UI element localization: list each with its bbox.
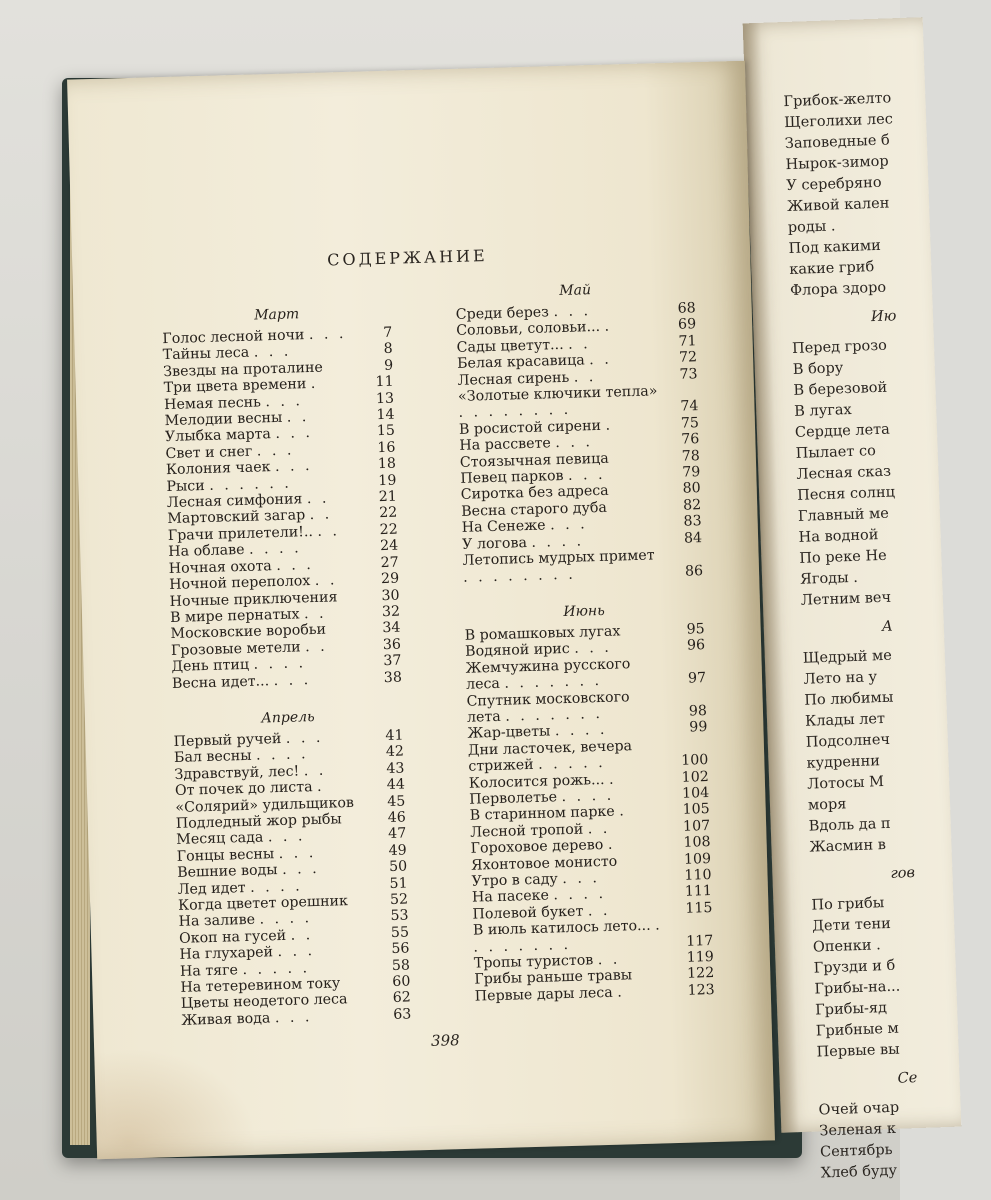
entry-title: На тяге (179, 961, 239, 980)
entry-title: Немая песнь (163, 394, 262, 413)
facing-page-line: По грибы (811, 895, 885, 914)
entry-title: Мартовский загар (167, 507, 306, 528)
entry-leader-dots: . . . (278, 844, 317, 862)
entry-title: Свет и снег (165, 443, 253, 462)
entry-leader-dots: . . (567, 335, 591, 353)
entry-page: 47 (387, 825, 407, 843)
entry-title: Грачи прилетели!.. (167, 523, 314, 544)
facing-page-line: Пылает со (795, 443, 877, 462)
entry-leader-dots: . . (304, 638, 328, 655)
entry-page: 55 (390, 924, 410, 941)
entry-title: Звезды на проталине (163, 359, 324, 380)
entry-page: 72 (678, 349, 698, 366)
entry-page: 22 (379, 505, 398, 522)
entry-page: 68 (677, 300, 696, 317)
entry-leader-dots: . . (290, 926, 314, 944)
facing-page-line: Грузди и б (813, 957, 896, 977)
entry-title: На Сенеже (461, 517, 546, 537)
entry-page: 98 (688, 702, 708, 720)
facing-page-line: Сентябрь (819, 1141, 893, 1161)
entry-leader-dots: . . . (256, 442, 295, 460)
entry-leader-dots: . . . . . . . (504, 673, 603, 692)
entry-page: 14 (376, 406, 395, 424)
facing-page-line: По реке Не (799, 547, 887, 567)
entry-page: 78 (681, 447, 701, 465)
entry-leader-dots: . . (587, 820, 611, 838)
entry-title: Полевой букет (472, 903, 584, 923)
entry-leader-dots: . . (587, 902, 611, 920)
entry-title: В росистой сирени (458, 417, 602, 438)
entry-leader-dots: . . . . . . . . (473, 917, 663, 956)
entry-page: 99 (689, 719, 708, 736)
entry-page: 45 (387, 793, 406, 810)
facing-page-line: Вдоль да п (808, 815, 891, 835)
entry-page: 9 (383, 357, 394, 374)
entry-leader-dots: . . . . (531, 533, 585, 551)
entry-leader-dots: . . (314, 572, 338, 590)
facing-page-line: Лесная сказ (796, 463, 892, 483)
entry-page: 29 (380, 570, 400, 588)
entry-page: 41 (385, 727, 404, 744)
entry-leader-dots: . . . (567, 466, 606, 484)
entry-title: Улыбка марта (164, 426, 272, 446)
facing-page-text (783, 86, 991, 1184)
entry-leader-dots: . . . (273, 671, 312, 689)
entry-page: 122 (686, 965, 715, 983)
entry-page: 60 (392, 973, 411, 990)
entry-title: Когда цветет орешник (177, 893, 349, 914)
entry-page: 80 (682, 480, 701, 498)
entry-leader-dots: . . (573, 368, 597, 386)
entry-leader-dots: . . . (285, 729, 324, 747)
facing-page-line: Нырок-зимор (785, 153, 889, 174)
entry-page: 16 (377, 439, 396, 456)
entry-title: «Золотые ключики тепла» (457, 383, 658, 405)
entry-title: Водяной ирис (464, 641, 570, 661)
facing-section-heading: А (881, 618, 894, 635)
entry-leader-dots: . (607, 836, 616, 854)
facing-page (743, 17, 962, 1182)
contents-column-right (455, 272, 715, 1005)
entry-page: 123 (687, 981, 715, 999)
entry-page: 84 (683, 529, 703, 547)
entry-page: 34 (382, 619, 401, 637)
entry-title: Тропы туристов (473, 952, 594, 972)
section-heading: Май (559, 282, 592, 300)
entry-leader-dots: . . (286, 409, 310, 426)
facing-page-line: Главный ме (797, 505, 890, 525)
facing-page-line: кудренни (806, 753, 881, 772)
entry-title: Мелодии весны (164, 409, 283, 430)
entry-title: От почек до листа (174, 779, 313, 800)
facing-page-line: На водной (798, 527, 879, 546)
facing-page-line: Жасмин в (809, 836, 887, 856)
entry-title: Сады цветут... (456, 336, 564, 356)
entry-page: 38 (383, 669, 403, 686)
entry-page: 109 (683, 850, 712, 868)
entry-leader-dots: . . . (276, 556, 315, 574)
entry-title: Тайны леса (162, 345, 250, 364)
entry-page: 50 (388, 858, 408, 876)
entry-leader-dots: . . . (275, 425, 314, 443)
entry-leader-dots: . . (306, 490, 330, 508)
entry-page: 74 (680, 398, 699, 416)
entry-leader-dots: . . . . (249, 878, 303, 896)
facing-page-line: Опенки . (812, 937, 881, 956)
entry-page: 56 (391, 940, 410, 958)
entry-title: Лесной тропой (470, 821, 584, 841)
entry-title: Весна старого дуба (461, 499, 608, 520)
facing-section-heading: гов (890, 864, 916, 882)
entry-leader-dots: . . . . . (537, 755, 606, 773)
entry-title: Рыси (166, 477, 205, 495)
entry-page: 11 (375, 373, 394, 391)
entry-leader-dots: . . . . . . . . (458, 402, 572, 422)
entry-title: Подледный жор рыбы (175, 811, 342, 832)
entry-title: У логова (461, 534, 528, 553)
entry-leader-dots: . (619, 803, 627, 820)
entry-page: 19 (378, 472, 397, 489)
entry-leader-dots: . . (317, 523, 341, 540)
facing-page-line: Щедрый ме (802, 647, 893, 667)
entry-title: В июль катилось лето... (472, 917, 651, 939)
entry-title: Первый ручей (173, 730, 282, 750)
facing-page-line: Перед грозо (791, 337, 888, 357)
entry-title: Здравствуй, лес! (174, 763, 300, 783)
entry-page: 62 (392, 989, 412, 1007)
entry-page: 86 (684, 562, 704, 580)
facing-page-line: Живой кален (786, 195, 890, 216)
entry-leader-dots: . . . (308, 325, 347, 344)
contents-entry (462, 546, 703, 586)
entry-page: 100 (680, 752, 709, 769)
facing-page-line: Под какими (788, 237, 882, 258)
facing-page-line: Грибок-желто (783, 90, 892, 111)
entry-page: 107 (682, 817, 711, 835)
entry-title: Бал весны (173, 748, 252, 767)
entry-leader-dots: . . . . . . . . (462, 566, 576, 586)
entry-leader-dots: . . . (549, 516, 588, 534)
entry-title: Ночные приключения (169, 588, 338, 610)
entry-leader-dots: . . (588, 351, 612, 369)
entry-page: 97 (687, 670, 707, 687)
facing-page-line: Очей очар (818, 1099, 900, 1119)
entry-title: На глухарей (179, 944, 274, 964)
section-heading: Июнь (563, 602, 606, 620)
entry-page: 63 (393, 1006, 412, 1023)
facing-page-line: Зеленая к (819, 1120, 897, 1140)
entry-title: Перволетье (469, 789, 558, 808)
entry-page: 27 (380, 554, 399, 571)
entry-leader-dots: . . . . . . . (505, 705, 604, 725)
entry-title: Московские воробьи (170, 621, 327, 643)
entry-page: 13 (375, 390, 395, 407)
entry-title: Ночной переполох (168, 573, 311, 594)
entry-leader-dots: . . (597, 951, 621, 969)
entry-title: В мире пернатых (169, 606, 300, 626)
entry-title: Цветы неодетого леса (180, 991, 348, 1013)
entry-leader-dots: . (604, 318, 613, 336)
facing-page-line: Щеголихи лес (783, 111, 894, 132)
entry-leader-dots: . . . (253, 343, 292, 361)
facing-page-line: Заповедные б (784, 132, 891, 153)
entry-page: 105 (682, 801, 710, 819)
entry-title: Вешние воды (177, 862, 278, 882)
facing-section-heading: Се (897, 1070, 918, 1087)
facing-page-line: Сердце лета (794, 421, 891, 441)
entry-page: 95 (686, 620, 705, 638)
facing-page-line: какие гриб (789, 259, 875, 278)
facing-page-line: Дети тени (811, 915, 892, 935)
entry-title: Жемчужина русского леса (465, 655, 631, 693)
entry-title: На тетеревином току (180, 975, 341, 996)
entry-title: Летопись мудрых примет (462, 547, 655, 569)
entry-title: Лесная симфония (166, 491, 303, 512)
facing-page-line: роды . (787, 218, 836, 237)
entry-title: Среди берез (455, 304, 550, 323)
entry-page: 83 (683, 513, 702, 530)
entry-leader-dots: . . . (281, 861, 320, 879)
entry-title: В ромашковых лугах (464, 623, 621, 644)
page-stain (94, 1045, 257, 1159)
entry-title: Голос лесной ночи (162, 327, 305, 348)
entry-leader-dots: . . . . (553, 886, 607, 904)
entry-leader-dots: . . . (553, 303, 592, 321)
entry-page: 73 (679, 365, 698, 383)
entry-leader-dots: . (316, 778, 325, 796)
entry-title: Первые дары леса (474, 984, 613, 1005)
facing-page-line: Флора здоро (789, 279, 887, 299)
entry-page: 44 (386, 776, 406, 794)
entry-title: Гонцы весны (176, 845, 275, 865)
entry-title: На пасеке (471, 887, 550, 907)
entry-title: Дни ласточек, вечера стрижей (467, 737, 633, 775)
entry-leader-dots: . . . . . (242, 959, 311, 978)
entry-leader-dots: . . . . (255, 746, 309, 765)
entry-page: 58 (391, 957, 411, 974)
entry-title: Яхонтовое монисто (470, 853, 618, 874)
entry-leader-dots: . . (309, 506, 333, 524)
entry-title: На рассвете (459, 435, 552, 455)
entry-title: На облаве (168, 542, 245, 561)
entry-leader-dots: . . . (265, 392, 304, 410)
facing-page-line: Ягоды . (799, 569, 859, 588)
section-heading: Март (254, 306, 300, 324)
entry-page: 8 (383, 341, 393, 358)
facing-page-line: Клады лет (804, 710, 886, 730)
entry-leader-dots: . . . (274, 1009, 313, 1027)
entry-page: 76 (681, 431, 700, 448)
entry-page: 42 (385, 743, 405, 761)
entry-leader-dots: . (616, 984, 625, 1001)
facing-page-line: В березовой (793, 379, 888, 399)
entry-leader-dots: . . . (562, 870, 601, 888)
entry-page: 15 (376, 423, 396, 440)
entry-leader-dots: . . . . (259, 910, 313, 929)
entry-page: 110 (684, 866, 712, 884)
entry-page: 53 (390, 907, 409, 925)
facing-page-line: Лотосы М (807, 774, 885, 793)
section-heading: Апрель (261, 708, 315, 727)
entry-title: Сиротка без адреса (460, 483, 609, 504)
entry-leader-dots: . . . (267, 828, 306, 846)
entry-leader-dots: . . . (574, 640, 612, 658)
entry-page: 43 (386, 760, 405, 777)
entry-leader-dots: . . . . (561, 787, 615, 806)
entry-title: Окоп на гусей (178, 927, 287, 947)
entry-title: Грозовые метели (170, 639, 301, 659)
facing-page-line: В бору (792, 360, 844, 378)
entry-title: Соловьи, соловьи... (456, 319, 601, 340)
entry-title: Лесная сирень (457, 369, 570, 389)
entry-page: 7 (382, 324, 393, 341)
entry-page: 75 (680, 415, 700, 432)
facing-page-line: Грибы-на... (814, 978, 901, 998)
facing-page-line: Песня солнц (796, 484, 896, 504)
entry-title: Белая красавица (456, 352, 585, 373)
facing-page-line: У серебряно (786, 174, 882, 195)
entry-title: Грибы раньше травы (474, 967, 633, 989)
entry-page: 119 (686, 948, 715, 966)
entry-title: Весна идет... (171, 672, 270, 692)
entry-title: Три цвета времени (163, 376, 307, 397)
entry-title: Лед идет (177, 879, 246, 898)
entry-page: 49 (388, 842, 407, 859)
entry-page: 115 (685, 899, 713, 917)
facing-page-line: Подсолнеч (805, 731, 891, 751)
facing-page-line: В лугах (793, 401, 852, 420)
facing-page-line: Грибные м (815, 1020, 900, 1040)
entry-leader-dots: . . . (277, 943, 316, 961)
entry-leader-dots: . . . . (253, 655, 307, 673)
entry-page: 111 (684, 883, 713, 901)
entry-page: 37 (383, 652, 402, 670)
entry-page: 104 (681, 784, 710, 802)
entry-page: 102 (681, 768, 709, 786)
entry-title: День птиц (171, 656, 250, 676)
entry-page: 51 (389, 875, 408, 892)
facing-section-heading: Ию (870, 308, 897, 326)
entry-page: 71 (678, 333, 697, 350)
entry-page: 52 (389, 891, 409, 908)
contents-page (67, 61, 775, 1160)
entry-page: 32 (381, 603, 401, 620)
entry-title: Спутник московского лета (466, 688, 630, 726)
facing-page-line: Летним веч (800, 589, 892, 609)
page-number: 398 (430, 1031, 460, 1050)
entry-title: Колония чаек (165, 459, 271, 479)
entry-page: 69 (677, 316, 697, 334)
entry-title: Стоязычная певица (459, 450, 609, 471)
entry-leader-dots: . . . (555, 434, 594, 452)
entry-leader-dots: . (608, 771, 617, 788)
entry-title: Колосится рожь... (468, 771, 605, 792)
entry-leader-dots: . . (303, 762, 327, 780)
contents-title: СОДЕРЖАНИЕ (326, 246, 488, 270)
entry-page: 96 (686, 637, 706, 654)
entry-page: 21 (378, 488, 398, 506)
entry-title: В старинном парке (469, 804, 615, 825)
entry-title: Месяц сада (176, 829, 264, 849)
entry-title: Гороховое дерево (470, 837, 604, 857)
entry-leader-dots: . . . . . . (208, 475, 293, 494)
entry-title: На заливе (178, 912, 256, 931)
entry-page: 108 (683, 834, 711, 851)
entry-page: 18 (377, 455, 397, 473)
entry-leader-dots: . (310, 376, 319, 393)
facing-page-line: моря (807, 796, 847, 814)
contents-column-left (161, 297, 411, 1029)
entry-leader-dots: . (605, 417, 614, 434)
entry-title: Певец парков (460, 468, 564, 487)
entry-page: 79 (681, 464, 701, 481)
facing-page-line: Лето на у (803, 669, 878, 688)
entry-leader-dots: . . (303, 605, 327, 623)
entry-title: Ночная охота (168, 557, 272, 577)
entry-page: 117 (686, 932, 714, 950)
entry-page: 82 (682, 497, 702, 514)
entry-leader-dots: . . . . (248, 540, 302, 559)
facing-page-line: Грибы-яд (814, 1000, 888, 1019)
entry-page: 46 (387, 809, 407, 826)
facing-page-line: По любимы (804, 689, 894, 709)
entry-title: Живая вода (181, 1010, 271, 1029)
entry-title: «Солярий» удильщиков (175, 794, 355, 816)
entry-title: Жар-цветы (467, 723, 551, 743)
entry-leader-dots: . . . . (554, 722, 608, 740)
entry-title: Утро в саду (471, 871, 559, 890)
facing-page-line: Первые вы (816, 1041, 900, 1061)
entry-page: 22 (379, 521, 398, 538)
entry-page: 24 (379, 537, 399, 555)
entry-leader-dots: . . . (274, 458, 313, 476)
facing-page-line: Хлеб буду (820, 1162, 898, 1182)
entry-page: 36 (382, 636, 402, 653)
entry-page: 30 (381, 587, 400, 604)
